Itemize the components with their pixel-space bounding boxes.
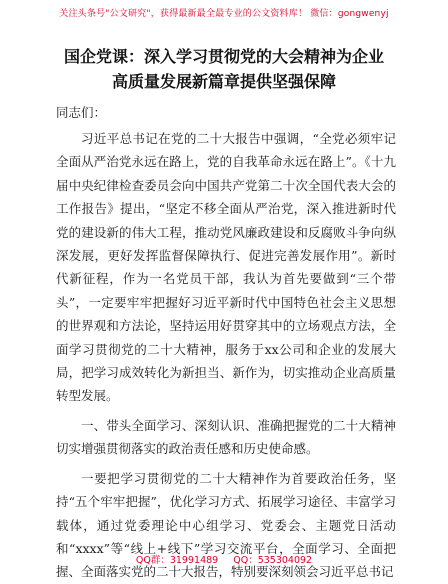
qq-number: QQ：535304092	[233, 555, 313, 566]
title-line-1: 国企党课：深入学习贯彻党的大会精神为企业	[63, 47, 384, 66]
title-line-2: 高质量发展新篇章提供坚强保障	[111, 72, 336, 91]
paragraph: 习近平总书记在党的二十大报告中强调，“全党必须牢记全面从严治党永远在路上，党的自我革命永远在路上”。《十九届中央纪律检查委员会向中国共产党第二十次全国代表大会的工作报告》提出，“坚定不移全面从严治党，深入推进新时代党的建设新的伟大工程，推动党风廉政建设和反腐败斗争向纵深发展，更好发挥监督保障执行、促进完善发展作用”。新时代新征程，作为一名党员干部，我认为首先要做到“三个带头”，一定要牢牢把握好习近平新时代中国特色社会主义思想的世界观和方法论，坚持运用好贯穿其中的立场观点方法，全面学习贯彻党的二十大精神，服务于xx公司和企业的发展大局，把学习成效转化为新担当、新作为，切实推动企业高质量转型发展。	[56, 131, 396, 404]
document-body	[56, 127, 396, 584]
footer-contact	[0, 552, 448, 566]
document-title	[40, 44, 408, 94]
paragraph: 一要把学习贯彻党的二十大精神作为首要政治任务，坚持“五个牢牢把握”，优化学习方式、拓展学习途径、丰富学习载体，通过党委理论中心组学习、党委会、主题党日活动和“xxxx”等“线上+线下”学习交流平台，全面学习、全面把握、全面落实党的二十大报告，特别要深刻领会习近平总书记	[56, 470, 396, 580]
greeting: 同志们：	[56, 105, 107, 120]
paragraph: 一、带头全面学习、深刻认识、准确把握党的二十大精神切实增强贯彻落实的政治责任感和历史使命感。	[56, 417, 396, 457]
qq-group: QQ群：31991489	[135, 555, 219, 566]
promo-banner: 关注头条号"公文研究"，获得最新最全最专业的公文资料库！ 微信：gongwenyj	[59, 9, 389, 19]
